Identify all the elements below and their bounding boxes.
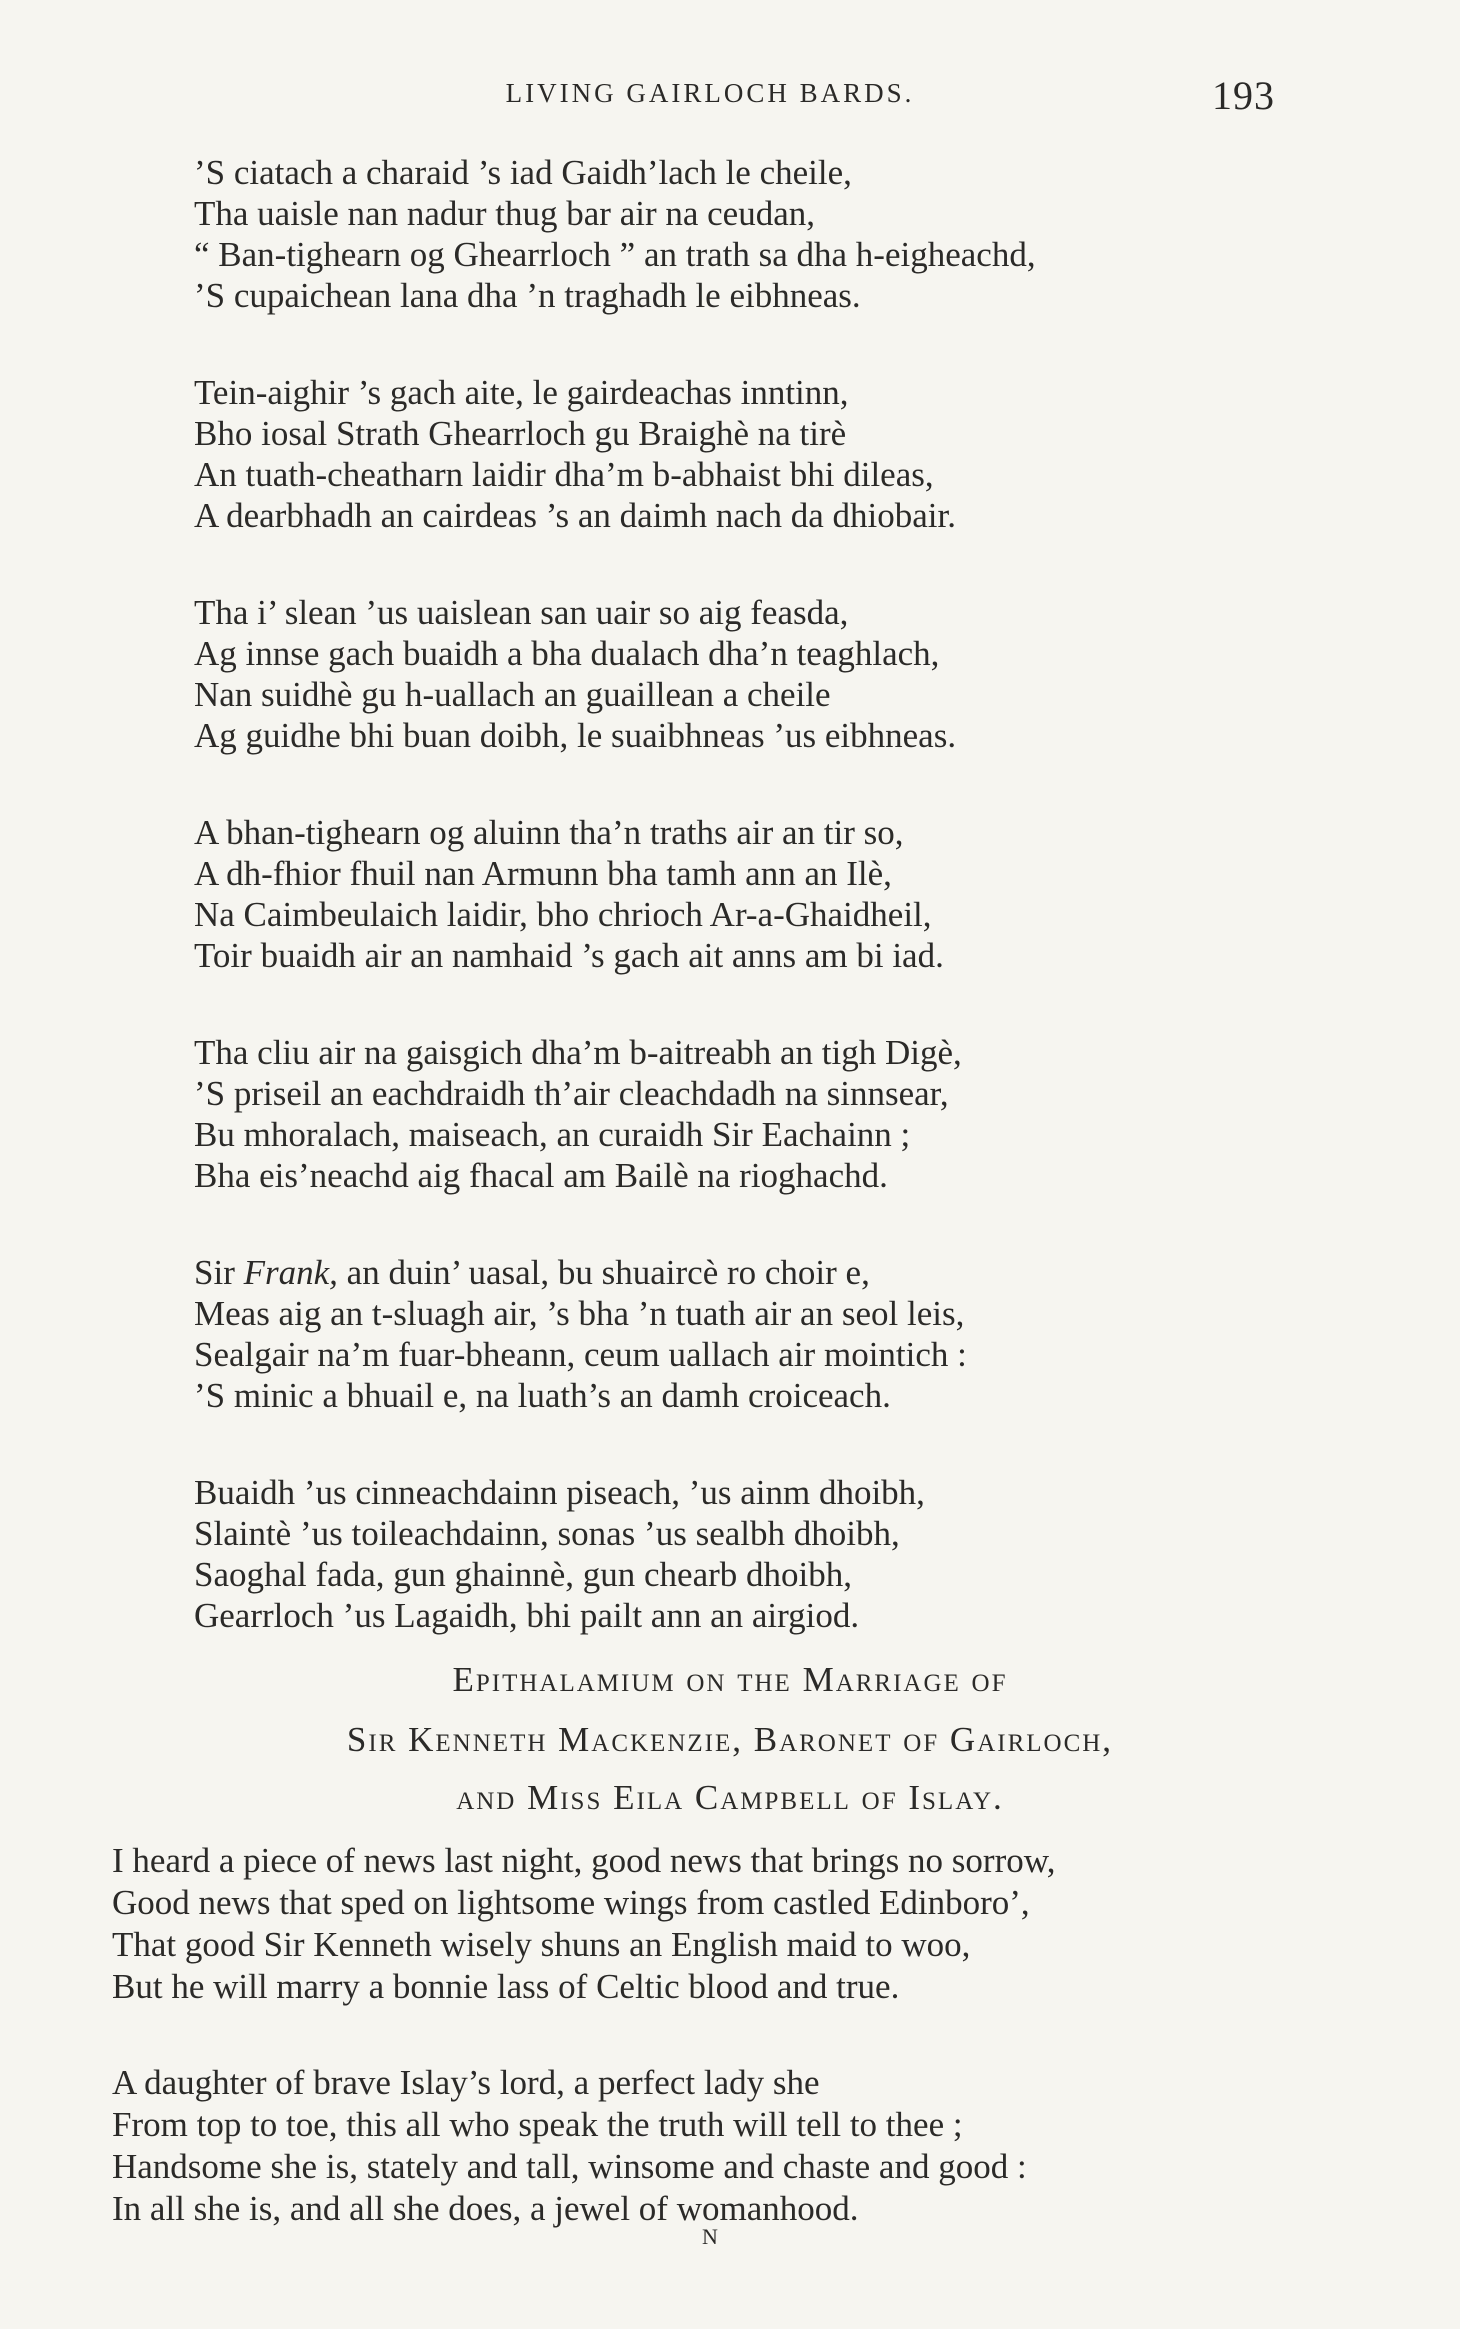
poem-line: Sealgair na’m fuar-bheann, ceum uallach air mointich : (194, 1335, 967, 1374)
poem-line: “ Ban-tighearn og Ghearrloch ” an trath sa dha h-eigheachd, (194, 235, 1036, 274)
poem-line: A bhan-tighearn og aluinn tha’n traths air an tir so, (194, 813, 904, 852)
poem-line: Tha i’ slean ’us uaislean san uair so aig feasda, (194, 593, 849, 632)
poem-line: ’S cupaichean lana dha ’n traghadh le eibhneas. (194, 276, 861, 315)
poem-line: Ag guidhe bhi buan doibh, le suaibhneas ’us eibhneas. (194, 716, 957, 755)
poem-line: Tha cliu air na gaisgich dha’m b-aitreabh an tigh Digè, (194, 1033, 962, 1072)
english-stanza-2 (112, 2062, 1352, 2230)
poem-line: A dh-fhior fhuil nan Armunn bha tamh ann an Ilè, (194, 854, 892, 893)
english-poem (112, 1840, 1352, 2284)
poem-line-sir-frank (194, 1252, 1314, 1293)
poem-line: Meas aig an t-sluagh air, ’s bha ’n tuath air an seol leis, (194, 1294, 965, 1333)
sir-frank-rest: an duin’ uasal, bu shuaircè ro choir e, (337, 1253, 870, 1292)
poem-line: Good news that sped on lightsome wings from castled Edinboro’, (112, 1883, 1030, 1922)
gaelic-stanza-4 (194, 812, 1314, 976)
gaelic-stanza-6 (194, 1252, 1314, 1416)
gaelic-stanza-1 (194, 152, 1314, 316)
poem-line: Bha eis’neachd aig fhacal am Bailè na rioghachd. (194, 1156, 888, 1195)
poem-line: Bho iosal Strath Ghearrloch gu Braighè na tirè (194, 414, 847, 453)
poem-heading-line-1: Epithalamium on the Marriage of (452, 1660, 1008, 1699)
poem-heading-line-2: Sir Kenneth Mackenzie, Baronet of Gairloch, (346, 1720, 1114, 1759)
poem-line: Saoghal fada, gun ghainnè, gun chearb dhoibh, (194, 1555, 853, 1594)
poem-heading-line-3: and Miss Eila Campbell of Islay. (456, 1778, 1004, 1817)
poem-line: I heard a piece of news last night, good news that brings no sorrow, (112, 1841, 1056, 1880)
poem-line: Nan suidhè gu h-uallach an guaillean a cheile (194, 675, 831, 714)
signature-mark: N (702, 2224, 718, 2249)
english-stanza-1 (112, 1840, 1352, 2008)
gaelic-stanza-5 (194, 1032, 1314, 1196)
poem-line: Toir buaidh air an namhaid ’s gach ait anns am bi iad. (194, 936, 944, 975)
poem-line: ’S priseil an eachdraidh th’air cleachdadh na sinnsear, (194, 1074, 949, 1113)
poem-line: Gearrloch ’us Lagaidh, bhi pailt ann an airgiod. (194, 1596, 860, 1635)
poem-line: From top to toe, this all who speak the truth will tell to thee ; (112, 2105, 963, 2144)
poem-line: Na Caimbeulaich laidir, bho chrioch Ar-a-Ghaidheil, (194, 895, 932, 934)
running-head: LIVING GAIRLOCH BARDS. (505, 78, 915, 108)
poem-line: Ag innse gach buaidh a bha dualach dha’n teaghlach, (194, 634, 940, 673)
poem-line: ’S ciatach a charaid ’s iad Gaidh’lach le cheile, (194, 153, 852, 192)
poem-line: A dearbhadh an cairdeas ’s an daimh nach da dhiobair. (194, 496, 956, 535)
poem-line: But he will marry a bonnie lass of Celtic blood and true. (112, 1967, 900, 2006)
poem-line: That good Sir Kenneth wisely shuns an English maid to woo, (112, 1925, 971, 1964)
frank-italic: Frank, (243, 1253, 338, 1292)
poem-line: Bu mhoralach, maiseach, an curaidh Sir Eachainn ; (194, 1115, 911, 1154)
gaelic-stanza-2 (194, 372, 1314, 536)
poem-line: Buaidh ’us cinneachdainn piseach, ’us ainm dhoibh, (194, 1473, 925, 1512)
gaelic-poem (194, 152, 1314, 1692)
poem-line: A daughter of brave Islay’s lord, a perfect lady she (112, 2063, 820, 2102)
gaelic-stanza-3 (194, 592, 1314, 756)
poem-line: Handsome she is, stately and tall, winsome and chaste and good : (112, 2147, 1027, 2186)
poem-line: Tein-aighir ’s gach aite, le gairdeachas inntinn, (194, 373, 849, 412)
gaelic-stanza-7 (194, 1472, 1314, 1636)
poem-line: An tuath-cheatharn laidir dha’m b-abhaist bhi dileas, (194, 455, 934, 494)
poem-line: In all she is, and all she does, a jewel of womanhood. (112, 2189, 859, 2228)
sir-prefix: Sir (194, 1253, 244, 1292)
poem-line: Slaintè ’us toileachdainn, sonas ’us sealbh dhoibh, (194, 1514, 900, 1553)
page-number: 193 (1212, 73, 1275, 118)
poem-line: Tha uaisle nan nadur thug bar air na ceudan, (194, 194, 815, 233)
poem-line: ’S minic a bhuail e, na luath’s an damh croiceach. (194, 1376, 891, 1415)
